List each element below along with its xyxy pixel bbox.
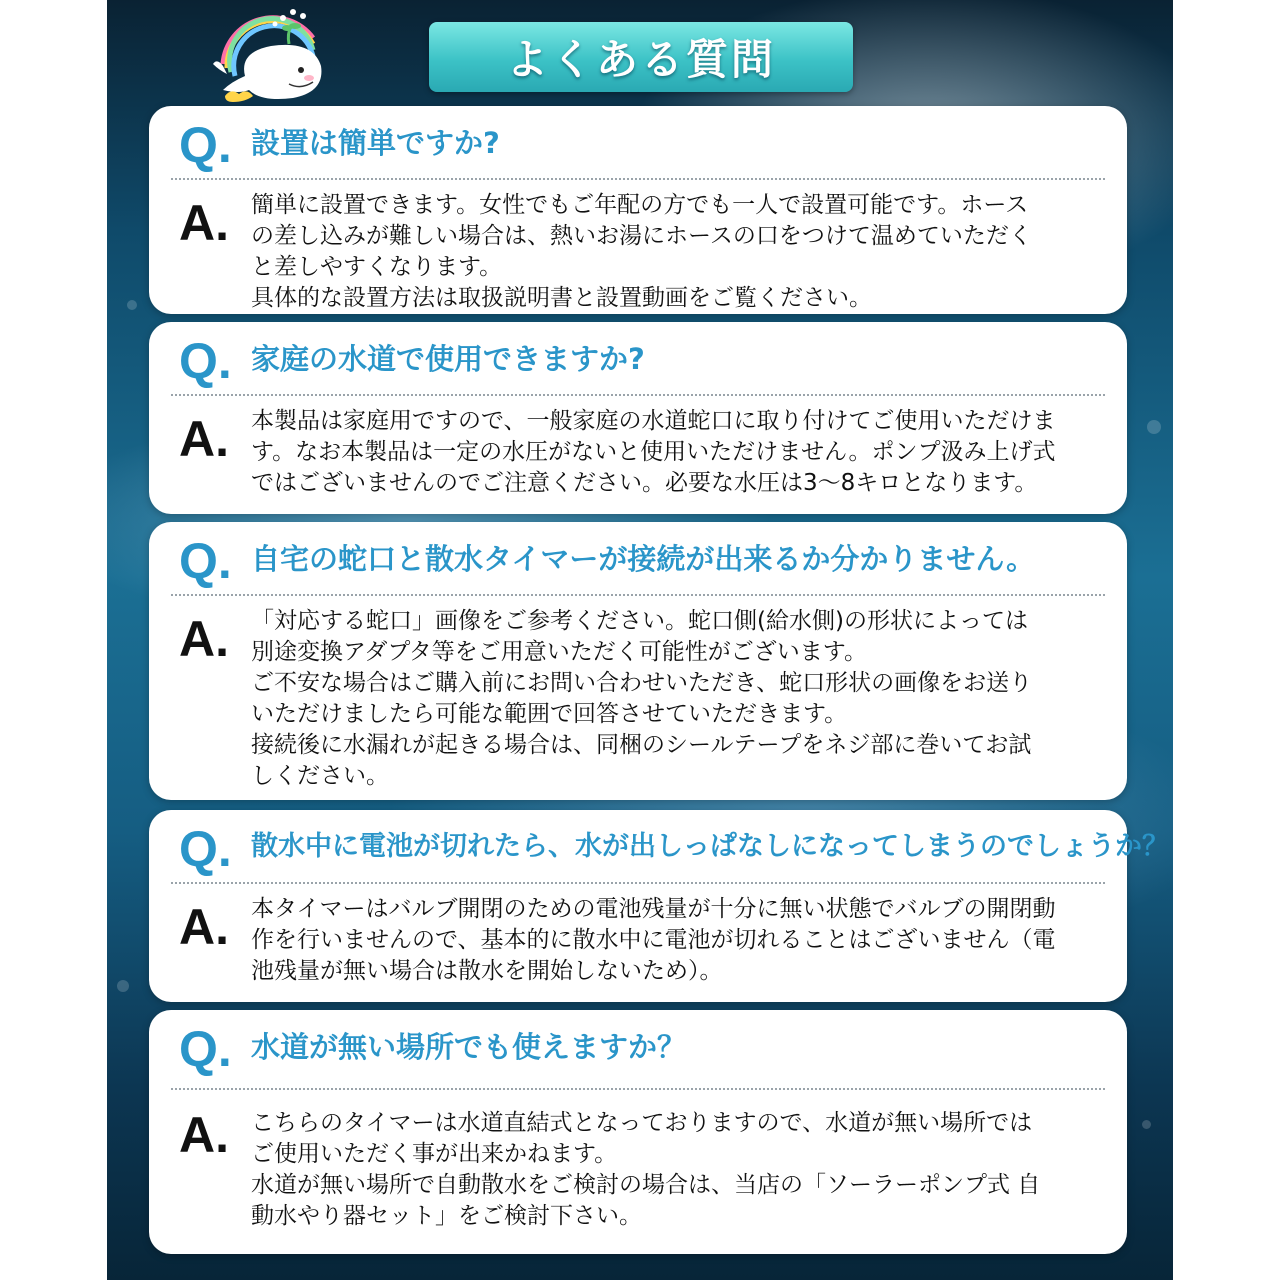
answer-line: の差し込みが難しい場合は、熱いお湯にホースの口をつけて温めていただく: [251, 223, 1032, 249]
faq-card: [149, 1010, 1127, 1254]
answer-line: 動水やり器セット」をご検討下さい。: [251, 1203, 642, 1229]
question-text: 家庭の水道で使用できますか?: [251, 342, 645, 376]
question-row: [149, 522, 1127, 594]
faq-poster: [107, 0, 1173, 1280]
answer-line: 本タイマーはバルブ開閉のための電池残量が十分に無い状態でバルブの開閉動: [251, 896, 1056, 922]
question-text: 散水中に電池が切れたら、水が出しっぱなしになってしまうのでしょうか？: [251, 831, 1169, 862]
question-row: [149, 322, 1127, 394]
question-marker: Q.: [179, 333, 232, 389]
answer-text: [251, 894, 1113, 987]
answer-marker: A.: [179, 195, 229, 251]
page-title-badge: [429, 22, 853, 92]
answer-line: 別途変換アダプタ等をご用意いただく可能性がございます。: [251, 639, 867, 665]
bubble-decoration: [1142, 1120, 1151, 1129]
question-row: [149, 1010, 1127, 1082]
answer-line: ではございませんのでご注意ください。必要な水圧は3〜8キロとなります。: [251, 470, 1038, 496]
answer-line: こちらのタイマーは水道直結式となっておりますので、水道が無い場所では: [251, 1110, 1033, 1136]
question-text: 設置は簡単ですか?: [251, 126, 500, 160]
answer-text: [251, 406, 1113, 499]
question-row: [149, 810, 1169, 882]
bubble-decoration: [1147, 420, 1161, 434]
answer-text: [251, 1108, 1113, 1232]
answer-line: 作を行いませんので、基本的に散水中に電池が切れることはございません（電: [251, 927, 1056, 953]
question-marker: Q.: [179, 533, 232, 589]
answer-line: 「対応する蛇口」画像をご参考ください。蛇口側(給水側)の形状によっては: [251, 608, 1028, 634]
answer-marker: A.: [179, 1107, 229, 1163]
faq-card: [149, 810, 1169, 1002]
faq-card: [149, 322, 1127, 514]
bubble-decoration: [127, 300, 137, 310]
answer-line: 本製品は家庭用ですので、一般家庭の水道蛇口に取り付けてご使用いただけま: [251, 408, 1056, 434]
answer-line: 簡単に設置できます。女性でもご年配の方でも一人で設置可能です。ホース: [251, 192, 1029, 218]
bubble-decoration: [117, 980, 129, 992]
dotted-divider: [171, 1088, 1105, 1090]
answer-line: ご不安な場合はご購入前にお問い合わせいただき、蛇口形状の画像をお送り: [251, 670, 1033, 696]
answer-text: [251, 606, 1113, 792]
answer-line: 池残量が無い場合は散水を開始しないため）。: [251, 958, 723, 984]
question-marker: Q.: [179, 1021, 232, 1077]
page-title: よくある質問: [505, 35, 776, 84]
question-marker: Q.: [179, 117, 232, 173]
answer-line: いただけましたら可能な範囲で回答させていただきます。: [251, 701, 848, 727]
question-text: 水道が無い場所でも使えますか？: [251, 1030, 687, 1064]
answer-marker: A.: [179, 411, 229, 467]
question-text: 自宅の蛇口と散水タイマーが接続が出来るか分かりません。: [251, 542, 1036, 576]
answer-line: ご使用いただく事が出来かねます。: [251, 1141, 618, 1167]
dotted-divider: [171, 394, 1105, 396]
whale-rainbow-icon: [209, 4, 335, 106]
question-row: [149, 106, 1127, 178]
faq-card: [149, 106, 1127, 314]
answer-text: [251, 190, 1113, 314]
question-marker: Q.: [179, 821, 232, 877]
answer-line: 水道が無い場所で自動散水をご検討の場合は、当店の「ソーラーポンプ式 自: [251, 1172, 1041, 1198]
faq-card: [149, 522, 1127, 800]
answer-line: す。なお本製品は一定の水圧がないと使用いただけません。ポンプ汲み上げ式: [251, 439, 1056, 465]
answer-line: と差しやすくなります。: [251, 254, 503, 280]
answer-line: 具体的な設置方法は取扱説明書と設置動画をご覧ください。: [251, 285, 872, 311]
answer-line: 接続後に水漏れが起きる場合は、同梱のシールテープをネジ部に巻いてお試: [251, 732, 1032, 758]
dotted-divider: [171, 882, 1105, 884]
answer-line: しください。: [251, 763, 389, 789]
dotted-divider: [171, 178, 1105, 180]
dotted-divider: [171, 594, 1105, 596]
answer-marker: A.: [179, 899, 229, 955]
answer-marker: A.: [179, 611, 229, 667]
